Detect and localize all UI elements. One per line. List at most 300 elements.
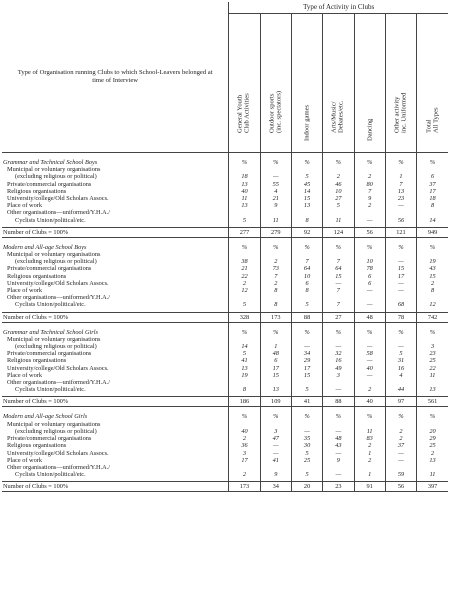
clubs-table [2,2,448,492]
table-cell: — [354,209,385,223]
percent-sign: % [291,322,322,336]
row-label [2,457,229,464]
row-label-line2: (excluding religious or political) [15,343,97,351]
count-cell: 78 [385,312,416,322]
table-cell: 13 [291,202,322,209]
table-cell: 6 [354,280,385,287]
table-cell: 41 [260,457,291,464]
count-cell: 27 [323,312,354,322]
table-cell: 1 [354,450,385,457]
percent-sign: % [229,407,260,421]
table-cell: 2 [354,442,385,449]
row-label-line2: Cyclists Union/political/etc. [15,301,86,309]
count-cell: 277 [229,227,260,237]
table-row [2,273,448,280]
table-cell: 10 [354,251,385,265]
column-header-line1: Arts/Music/ [330,101,338,134]
table-cell: 11 [417,372,448,379]
table-cell: 7 [385,181,416,188]
table-cell: — [354,357,385,364]
table-cell: 21 [260,195,291,202]
table-cell: 17 [385,273,416,280]
table-cell: 11 [417,464,448,478]
row-label-line2: (excluding religious or political) [15,427,97,435]
table-row [2,287,448,294]
percent-sign: % [385,237,416,251]
table-cell: — [385,336,416,350]
table-cell: 11 [260,209,291,223]
row-label-line1: Other organisations—uniformed/Y.H.A./ [7,379,110,387]
table-row [2,195,448,202]
section-title: Grammar and Technical School Boys [2,153,229,167]
row-label [2,294,229,308]
column-header [229,14,260,153]
count-cell: 186 [229,397,260,407]
table-cell: 4 [260,188,291,195]
table-cell: 15 [323,273,354,280]
count-cell: 121 [385,227,416,237]
table-cell: 34 [291,350,322,357]
table-cell: 68 [385,294,416,308]
table-cell: 25 [417,357,448,364]
table-cell: 49 [323,365,354,372]
table-cell: 13 [385,188,416,195]
percent-sign: % [354,237,385,251]
row-label-line2: (excluding religious or political) [15,258,97,266]
percent-sign: % [417,407,448,421]
table-cell: — [323,280,354,287]
row-label [2,357,229,364]
percent-sign: % [323,237,354,251]
row-label-line1: Municipal or voluntary organisations [7,420,101,428]
table-cell: 3 [323,372,354,379]
table-cell: 17 [260,365,291,372]
percent-sign: % [385,153,416,167]
table-row [2,280,448,287]
table-cell: 35 [291,435,322,442]
table-cell: 8 [291,209,322,223]
row-label [2,265,229,272]
table-row [2,442,448,449]
row-label-line1: Religious organisations [7,272,67,280]
table-row [2,294,448,308]
table-cell: 14 [417,209,448,223]
table-cell: 56 [385,209,416,223]
percent-sign: % [323,407,354,421]
table-cell: 15 [260,372,291,379]
table-cell: — [260,166,291,180]
table-cell: — [385,202,416,209]
table-cell: 8 [229,379,260,393]
table-cell: 25 [291,457,322,464]
row-label-line2: Cyclists Union/political/etc. [15,216,86,224]
table-cell: 12 [229,287,260,294]
row-label [2,450,229,457]
table-cell: 22 [417,365,448,372]
table-row [2,265,448,272]
table-cell: 40 [354,365,385,372]
table-cell: 38 [229,251,260,265]
column-header [323,14,354,153]
percent-sign: % [260,237,291,251]
table-cell: — [385,280,416,287]
count-cell: 91 [354,482,385,492]
count-cell: 742 [417,312,448,322]
table-cell: 6 [291,280,322,287]
table-cell: — [385,450,416,457]
table-cell: 5 [291,379,322,393]
column-header-line1: Total [425,119,433,134]
table-cell: 47 [260,435,291,442]
table-cell: 8 [260,287,291,294]
table-row [2,421,448,435]
count-row [2,227,448,237]
table-cell: 9 [260,464,291,478]
table-cell: 2 [385,421,416,435]
table-cell: 25 [417,442,448,449]
table-cell: — [354,294,385,308]
percent-sign: % [417,237,448,251]
table-cell: 22 [229,273,260,280]
row-label [2,195,229,202]
percent-sign: % [260,407,291,421]
table-cell: 2 [417,450,448,457]
row-label [2,209,229,223]
table-cell: 80 [354,181,385,188]
percent-sign: % [260,153,291,167]
table-cell: 2 [385,435,416,442]
percent-sign: % [291,153,322,167]
table-cell: 14 [229,336,260,350]
column-header [385,14,416,153]
section-title-row [2,153,448,167]
count-cell: 88 [291,312,322,322]
table-cell: 40 [229,188,260,195]
row-label-line1: University/college/Old Scholars Assocs. [7,449,109,457]
row-label-line1: Place of work [7,456,42,464]
row-label-line1: Religious organisations [7,357,67,365]
count-cell: 92 [291,227,322,237]
table-row [2,251,448,265]
table-cell: 20 [417,421,448,435]
row-label-line1: Municipal or voluntary organisations [7,251,101,259]
table-cell: 5 [229,350,260,357]
table-cell: 45 [291,181,322,188]
table-cell: 8 [417,202,448,209]
section-title: Grammar and Technical School Girls [2,322,229,336]
section-title-row [2,407,448,421]
row-label-line1: University/college/Old Scholars Assocs. [7,195,109,203]
table-cell: 11 [354,421,385,435]
row-label-line1: Place of work [7,371,42,379]
percent-sign: % [229,322,260,336]
table-cell: 5 [385,350,416,357]
table-cell: 27 [323,195,354,202]
row-label-line1: Private/commercial organisations [7,265,92,273]
table-row [2,365,448,372]
column-header-line1: Outdoor sports [268,93,276,134]
percent-sign: % [385,407,416,421]
count-cell: 40 [354,397,385,407]
table-cell: 5 [323,202,354,209]
count-cell: 41 [291,397,322,407]
row-label [2,166,229,180]
table-cell: — [385,457,416,464]
table-cell: 13 [260,379,291,393]
percent-sign: % [385,322,416,336]
row-label [2,273,229,280]
column-header-line2: Club Activities [244,93,252,134]
percent-sign: % [417,153,448,167]
table-cell: 2 [323,166,354,180]
table-cell: 17 [417,188,448,195]
percent-sign: % [229,153,260,167]
table-cell: 13 [229,202,260,209]
table-cell: 2 [354,379,385,393]
table-cell: 13 [229,181,260,188]
row-label-line1: Other organisations—uniformed/Y.H.A./ [7,294,110,302]
table-cell: 8 [260,294,291,308]
table-cell: — [291,421,322,435]
table-cell: 9 [354,195,385,202]
column-header-line2: All Types [432,107,440,134]
table-cell: 5 [229,294,260,308]
count-cell: 56 [354,227,385,237]
row-label [2,280,229,287]
table-cell: 2 [417,280,448,287]
table-row [2,457,448,464]
row-label-line1: Municipal or voluntary organisations [7,335,101,343]
column-header [291,14,322,153]
table-cell: 2 [229,280,260,287]
row-label-line1: Private/commercial organisations [7,435,92,443]
table-cell: 8 [417,287,448,294]
table-cell: 55 [260,181,291,188]
table-cell: 1 [385,166,416,180]
count-cell: 88 [323,397,354,407]
table-cell: 59 [385,464,416,478]
column-header-line2: (inc. spectators) [275,91,283,134]
row-label [2,435,229,442]
table-cell: — [323,464,354,478]
row-label [2,379,229,393]
table-cell: 11 [323,209,354,223]
table-cell: 15 [291,372,322,379]
row-label [2,442,229,449]
table-cell: 19 [417,251,448,265]
table-cell: 9 [260,202,291,209]
table-cell: 16 [385,365,416,372]
table-cell: 40 [229,421,260,435]
count-cell: 34 [260,482,291,492]
table-cell: 78 [354,265,385,272]
percent-sign: % [354,153,385,167]
row-label [2,202,229,209]
row-label [2,181,229,188]
row-label-line1: Other organisations—uniformed/Y.H.A./ [7,209,110,217]
table-cell: 12 [417,294,448,308]
table-cell: 1 [260,336,291,350]
table-cell: 36 [229,442,260,449]
table-cell: 16 [323,357,354,364]
table-cell: 15 [385,265,416,272]
table-cell: 15 [417,273,448,280]
table-cell: 73 [260,265,291,272]
table-cell: — [323,336,354,350]
table-cell: 3 [260,421,291,435]
column-header [354,14,385,153]
column-header-line1: Indoor games [303,104,311,141]
column-header-line2: inc. Uniformed [400,92,408,134]
row-label-line1: Private/commercial organisations [7,350,92,358]
table-cell: 83 [354,435,385,442]
count-cell: 23 [323,482,354,492]
count-label: Number of Clubs = 100% [2,312,229,322]
percent-sign: % [323,322,354,336]
table-cell: 2 [354,166,385,180]
table-row [2,372,448,379]
row-label [2,188,229,195]
table-cell: 13 [229,365,260,372]
table-cell: 3 [229,450,260,457]
table-cell: 19 [229,372,260,379]
table-cell: 5 [291,464,322,478]
table-cell: 11 [229,195,260,202]
count-cell: 173 [229,482,260,492]
row-label-line1: Other organisations—uniformed/Y.H.A./ [7,463,110,471]
table-cell: 2 [260,280,291,287]
table-cell: 17 [229,457,260,464]
count-cell: 97 [385,397,416,407]
table-cell: 14 [291,188,322,195]
percent-sign: % [323,153,354,167]
table-cell: 7 [291,251,322,265]
count-cell: 397 [417,482,448,492]
table-cell: — [354,287,385,294]
table-cell: 6 [354,273,385,280]
table-cell: 7 [260,273,291,280]
table-cell: 48 [260,350,291,357]
table-cell: 30 [291,442,322,449]
count-cell: 561 [417,397,448,407]
table-row [2,209,448,223]
table-row [2,336,448,350]
table-cell: 10 [323,188,354,195]
table-cell: 7 [323,287,354,294]
row-label-line1: Private/commercial organisations [7,180,92,188]
row-label-line1: University/college/Old Scholars Assocs. [7,364,109,372]
table-cell: — [385,251,416,265]
table-cell: 2 [260,251,291,265]
percent-sign: % [260,322,291,336]
table-row [2,166,448,180]
percent-sign: % [291,237,322,251]
document-page [2,2,448,597]
table-row [2,379,448,393]
table-row [2,181,448,188]
table-cell: 3 [417,336,448,350]
table-cell: 29 [417,435,448,442]
column-header-line1: Dancing [365,118,373,141]
count-row [2,312,448,322]
table-cell: 4 [385,372,416,379]
section-title-row [2,237,448,251]
table-cell: 9 [323,457,354,464]
percent-sign: % [417,322,448,336]
table-cell: 41 [229,357,260,364]
column-header [260,14,291,153]
column-header-line1: General Youth [237,95,245,134]
table-cell: 37 [417,181,448,188]
table-cell: 29 [291,357,322,364]
table-cell: 8 [291,287,322,294]
table-cell: 18 [229,166,260,180]
table-cell: 5 [291,294,322,308]
table-row [2,188,448,195]
table-cell: 7 [323,294,354,308]
table-cell: 58 [354,350,385,357]
table-cell: 21 [229,265,260,272]
section-title: Modern and All-age School Boys [2,237,229,251]
table-cell: 17 [291,365,322,372]
table-row [2,435,448,442]
table-row [2,202,448,209]
column-header [417,14,448,153]
percent-sign: % [291,407,322,421]
table-cell: — [323,379,354,393]
table-cell: 43 [417,265,448,272]
table-cell: 6 [417,166,448,180]
table-cell: 5 [291,166,322,180]
table-cell: 10 [291,273,322,280]
table-cell: — [260,442,291,449]
percent-sign: % [229,237,260,251]
table-cell: 32 [323,350,354,357]
table-cell: 46 [323,181,354,188]
table-row [2,464,448,478]
count-cell: 173 [260,312,291,322]
percent-sign: % [354,322,385,336]
table-cell: 23 [417,350,448,357]
table-row [2,357,448,364]
table-cell: — [354,336,385,350]
table-cell: 2 [354,457,385,464]
row-label-line2: Cyclists Union/political/etc. [15,386,86,394]
table-cell: 43 [323,442,354,449]
count-label: Number of Clubs = 100% [2,397,229,407]
table-cell: 7 [323,251,354,265]
row-label [2,365,229,372]
row-label [2,251,229,265]
top-header-title: Type of Activity in Clubs [229,2,448,14]
table-cell: 2 [229,464,260,478]
table-cell: 23 [385,195,416,202]
table-cell: 37 [385,442,416,449]
table-cell: 18 [417,195,448,202]
count-cell: 48 [354,312,385,322]
count-row [2,482,448,492]
table-row [2,450,448,457]
table-cell: 13 [417,379,448,393]
row-label-line1: Place of work [7,202,42,210]
row-label-line2: Cyclists Union/political/etc. [15,471,86,479]
row-label [2,464,229,478]
table-cell: 44 [385,379,416,393]
count-label: Number of Clubs = 100% [2,227,229,237]
count-cell: 949 [417,227,448,237]
count-label: Number of Clubs = 100% [2,482,229,492]
table-cell: 64 [291,265,322,272]
